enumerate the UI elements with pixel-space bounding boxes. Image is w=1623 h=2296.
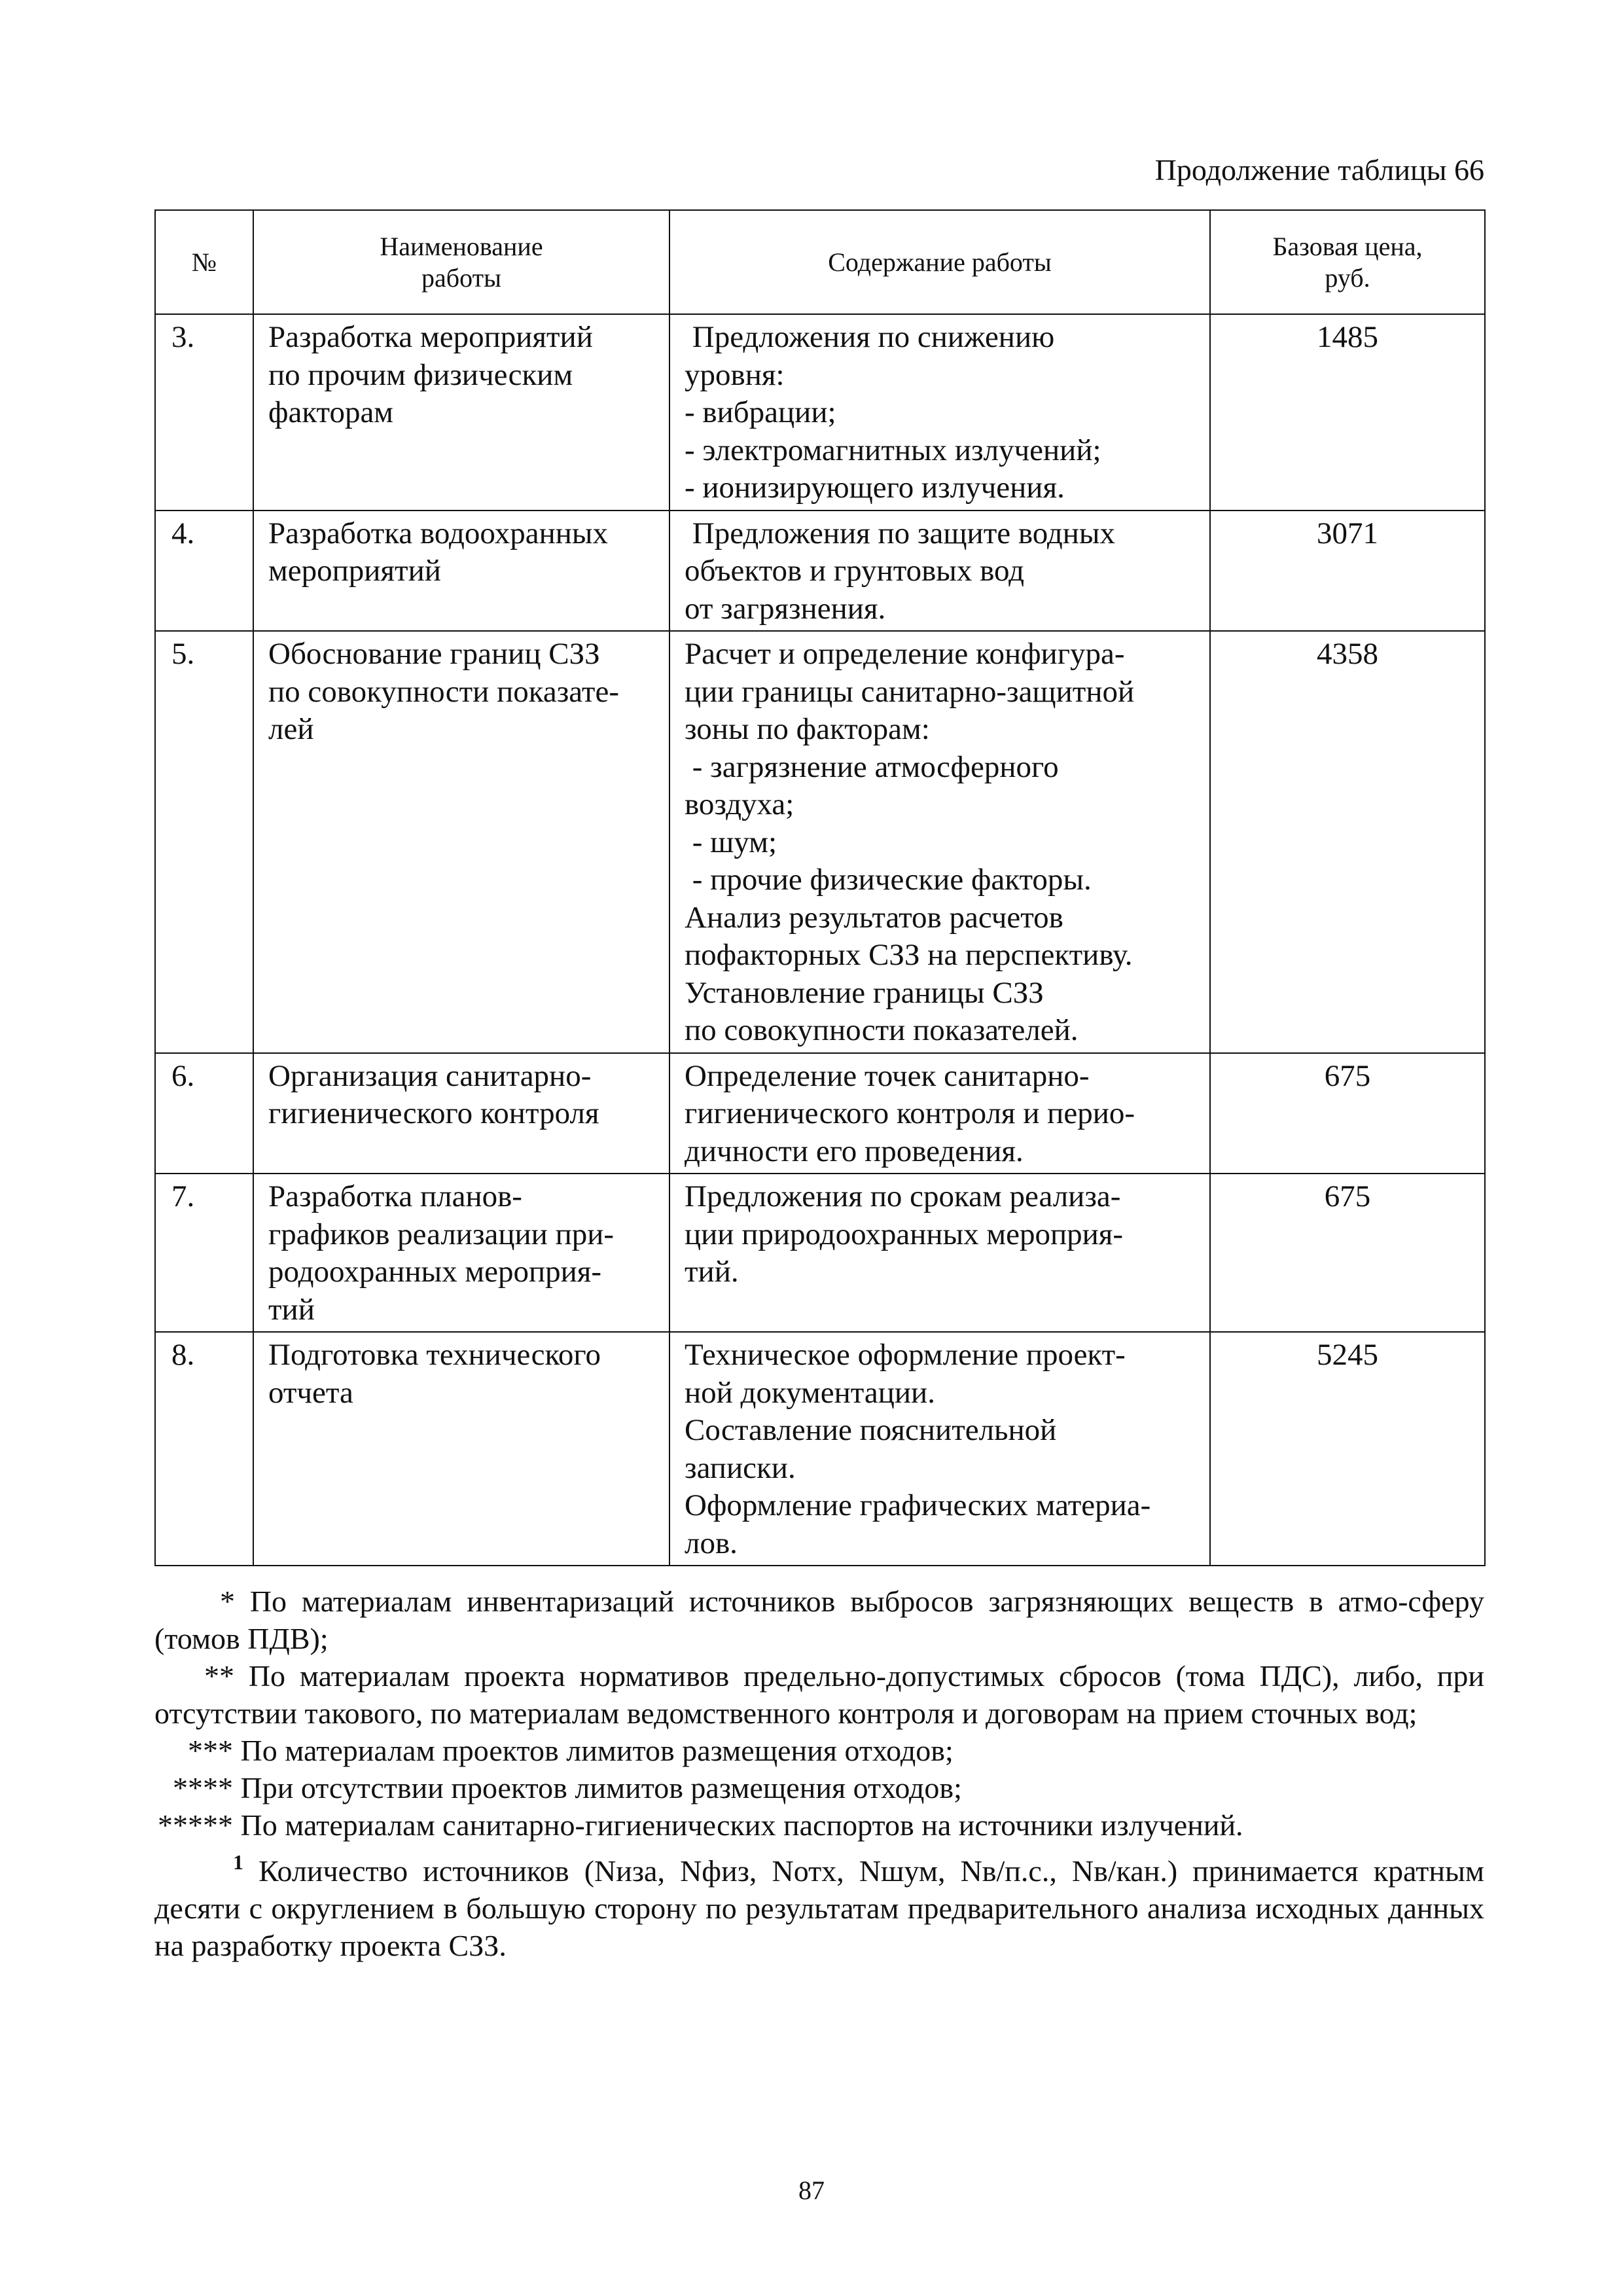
row-number: 4.	[155, 511, 253, 632]
work-name	[253, 631, 669, 1053]
table-header-row	[155, 210, 1485, 314]
row-number: 5.	[155, 631, 253, 1053]
footnote-5-marker: *****	[158, 1808, 233, 1842]
work-name-line: гигиенического контроля	[268, 1096, 599, 1130]
work-content-line: зоны по факторам:	[685, 712, 930, 746]
work-content-line: дичности его проведения.	[685, 1134, 1024, 1168]
base-price: 5245	[1210, 1332, 1485, 1566]
footnote-3-marker: ***	[188, 1734, 233, 1767]
work-name-line: факторам	[268, 395, 394, 429]
work-name-line: Обоснование границ СЗЗ	[268, 637, 600, 671]
row-number: 8.	[155, 1332, 253, 1566]
work-name-line: по прочим физическим	[268, 357, 573, 392]
work-content-line: ной документации.	[685, 1375, 935, 1410]
header-price	[1210, 210, 1485, 314]
work-content-line: тий.	[685, 1255, 739, 1289]
work-content-line: - электромагнитных излучений;	[685, 433, 1101, 467]
table-row	[155, 1053, 1485, 1174]
header-name-line: Наименование	[380, 231, 543, 261]
work-content	[669, 631, 1210, 1053]
work-name-line: тий	[268, 1292, 315, 1327]
table-row	[155, 1174, 1485, 1332]
work-content-line: гигиенического контроля и перио-	[685, 1096, 1135, 1130]
table-row	[155, 631, 1485, 1053]
base-price: 3071	[1210, 511, 1485, 632]
work-content-line: объектов и грунтовых вод	[685, 554, 1025, 588]
work-name	[253, 511, 669, 632]
table-caption: Продолжение таблицы 66	[1154, 153, 1484, 187]
work-content	[669, 1174, 1210, 1332]
work-content-line: - загрязнение атмосферного	[685, 749, 1059, 784]
work-content-line: лов.	[685, 1526, 738, 1560]
row-number: 3.	[155, 314, 253, 511]
work-content	[669, 1053, 1210, 1174]
work-content-line: от загрязнения.	[685, 591, 886, 626]
works-table	[154, 209, 1486, 1566]
work-name-line: по совокупности показате-	[268, 674, 619, 709]
work-name-line: Разработка водоохранных	[268, 516, 608, 550]
work-content	[669, 511, 1210, 632]
base-price: 675	[1210, 1174, 1485, 1332]
work-name-line: Разработка мероприятий	[268, 320, 593, 354]
footnote-6-text: Количество источников (Nиза, Nфиз, Nотх, Nшум, Nв/п.с., Nв/кан.) принимается кратным десяти с округлением в большую сторону по результатам предварительного анализа исходных данных на разработку проекта СЗЗ.	[154, 1854, 1484, 1962]
footnote-5	[154, 1806, 1484, 1844]
work-content-line: - вибрации;	[685, 395, 836, 429]
work-name-line: графиков реализации при-	[268, 1217, 615, 1251]
work-content-line: Установление границы СЗЗ	[685, 975, 1044, 1010]
work-content-line: - ионизирующего излучения.	[685, 471, 1065, 505]
work-name-line: Разработка планов-	[268, 1179, 522, 1213]
base-price: 675	[1210, 1053, 1485, 1174]
work-name-line: мероприятий	[268, 554, 441, 588]
work-name-line: отчета	[268, 1375, 353, 1410]
work-content-line: Анализ результатов расчетов	[685, 900, 1063, 935]
work-content	[669, 1332, 1210, 1566]
header-content: Содержание работы	[669, 210, 1210, 314]
row-number: 7.	[155, 1174, 253, 1332]
work-content-line: - прочие физические факторы.	[685, 863, 1092, 897]
header-price-line: руб.	[1325, 262, 1370, 293]
work-name	[253, 1053, 669, 1174]
work-content-line: Предложения по снижению	[685, 320, 1055, 354]
header-name	[253, 210, 669, 314]
page-number: 87	[798, 2176, 825, 2205]
work-content-line: уровня:	[685, 357, 785, 392]
work-name	[253, 1332, 669, 1566]
work-content	[669, 314, 1210, 511]
header-name-line: работы	[421, 262, 501, 293]
work-content-line: - шум;	[685, 825, 777, 859]
work-name-line: родоохранных мероприя-	[268, 1255, 602, 1289]
footnotes	[154, 1583, 1484, 1964]
footnote-2: ** По материалам проекта нормативов предельно-допустимых сбросов (тома ПДС), либо, при отсутствии такового, по материалам ведомственного контроля и договорам на прием сточных вод;	[154, 1659, 1484, 1730]
work-content-line: Предложения по защите водных	[685, 516, 1115, 550]
footnote-3-text: По материалам проектов лимитов размещения отходов;	[240, 1734, 954, 1767]
work-content-line: ции природоохранных мероприя-	[685, 1217, 1124, 1251]
work-name-line: Подготовка технического	[268, 1338, 601, 1372]
table-row	[155, 1332, 1485, 1566]
table-row	[155, 314, 1485, 511]
work-content-line: воздуха;	[685, 787, 794, 821]
work-content-line: Техническое оформление проект-	[685, 1338, 1126, 1372]
work-content-line: пофакторных СЗЗ на перспективу.	[685, 938, 1133, 972]
work-name	[253, 1174, 669, 1332]
work-content-line: записки.	[685, 1450, 796, 1485]
header-price-line: Базовая цена,	[1272, 231, 1423, 261]
table-row	[155, 511, 1485, 632]
work-content-line: по совокупности показателей.	[685, 1013, 1079, 1047]
footnote-4-marker: ****	[173, 1771, 233, 1804]
footnote-4-text: При отсутствии проектов лимитов размещения отходов;	[240, 1771, 962, 1804]
work-content-line: Предложения по срокам реализа-	[685, 1179, 1121, 1213]
work-name-line: Организация санитарно-	[268, 1058, 592, 1093]
work-content-line: Определение точек санитарно-	[685, 1058, 1090, 1093]
footnote-5-text: По материалам санитарно-гигиенических паспортов на источники излучений.	[240, 1808, 1243, 1842]
work-content-line: Составление пояснительной	[685, 1413, 1057, 1447]
work-name	[253, 314, 669, 511]
footnote-6-marker: 1	[233, 1850, 243, 1874]
footnote-4	[154, 1769, 1484, 1806]
footnote-1: * По материалам инвентаризаций источников выбросов загрязняющих веществ в атмо-сферу (томов ПДВ);	[154, 1585, 1484, 1655]
base-price: 4358	[1210, 631, 1485, 1053]
base-price: 1485	[1210, 314, 1485, 511]
footnote-6	[154, 1844, 1484, 1964]
work-name-line: лей	[268, 712, 314, 746]
work-content-line: ции границы санитарно-защитной	[685, 674, 1135, 709]
footnote-3	[154, 1732, 1484, 1769]
header-num: №	[155, 210, 253, 314]
work-content-line: Оформление графических материа-	[685, 1488, 1151, 1522]
work-content-line: Расчет и определение конфигура-	[685, 637, 1125, 671]
row-number: 6.	[155, 1053, 253, 1174]
